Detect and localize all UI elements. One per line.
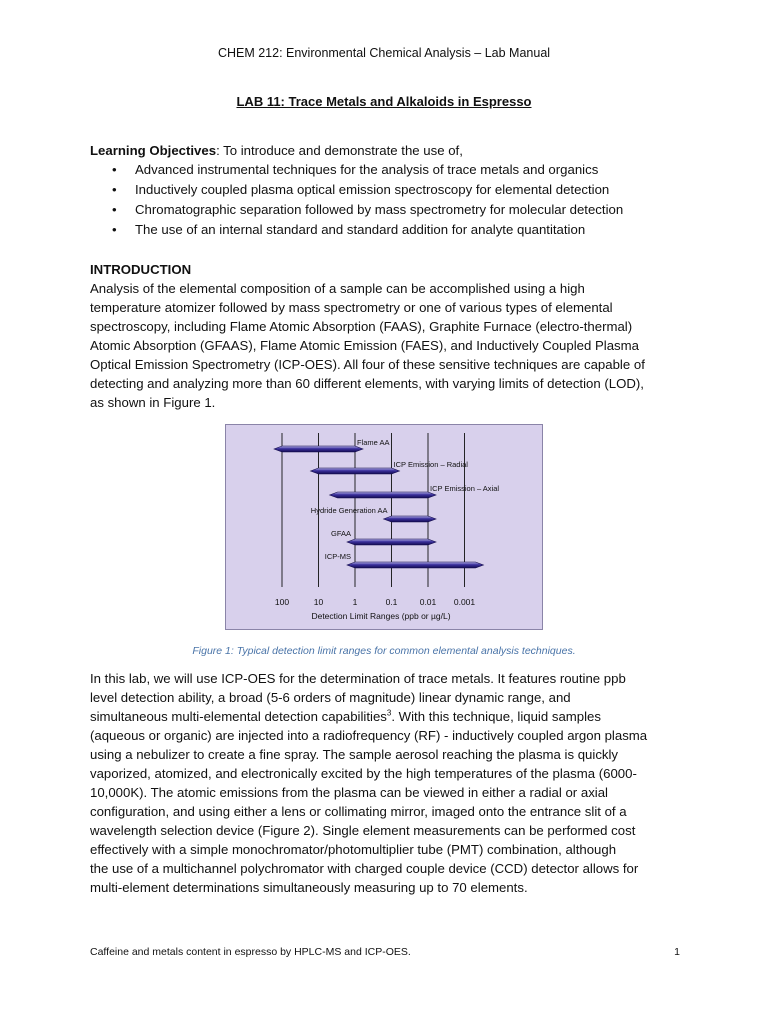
- axis-label: Detection Limit Ranges (ppb or µg/L): [311, 611, 451, 621]
- range-bar: [384, 516, 437, 522]
- text-line: wavelength selection device (Figure 2). Single element measurements can be performed cost: [90, 823, 636, 838]
- list-item: • Chromatographic separation followed by mass spectrometry for molecular detection: [112, 202, 624, 217]
- objectives-intro: : To introduce and demonstrate the use of,: [216, 143, 463, 158]
- body-paragraph: [90, 669, 690, 897]
- tick-label: 10: [313, 597, 324, 607]
- text-line: simultaneous multi-elemental detection capabilities$^3$. With this technique, liquid samples: [90, 708, 601, 724]
- footer-text: Caffeine and metals content in espresso by HPLC-MS and ICP-OES.: [90, 946, 411, 958]
- objectives-intro-line: [90, 141, 690, 160]
- learning-objectives: [90, 141, 690, 240]
- technique-label: ICP Emission – Radial: [393, 460, 468, 469]
- text-line: level detection ability, a broad (5-6 orders of magnitude) linear dynamic range, and: [90, 690, 571, 705]
- text-line: multi-element determinations simultaneously measuring up to 70 elements.: [90, 880, 528, 895]
- tick-label: 1: [352, 597, 358, 607]
- text-line: vaporized, atomized, and electronically excited by the high temperatures of the plasma (6000-: [90, 766, 637, 781]
- technique-label: ICP-MS: [324, 552, 351, 561]
- tick-label: 0.001: [453, 597, 476, 607]
- objectives-label: Learning Objectives: [90, 143, 217, 158]
- technique-label: Hydride Generation AA: [310, 506, 388, 515]
- text-line: detecting and analyzing more than 60 different elements, with varying limits of detection (LOD),: [90, 376, 644, 391]
- text-line: configuration, and using either a lens or collimating mirror, imaged onto the entrance slit of a: [90, 804, 627, 819]
- text-line: Analysis of the elemental composition of a sample can be accomplished using a high: [90, 281, 585, 296]
- tick-label: 0.01: [419, 597, 437, 607]
- tick-label: 0.1: [385, 597, 398, 607]
- figure-caption: Figure 1: Typical detection limit ranges for common elemental analysis techniques.: [192, 645, 576, 657]
- text-line: as shown in Figure 1.: [90, 395, 216, 410]
- range-bar: [347, 539, 436, 545]
- text-line: spectroscopy, including Flame Atomic Absorption (FAAS), Graphite Furnace (electro-thermal): [90, 319, 633, 334]
- text-line: Optical Emission Spectrometry (ICP-OES). All four of these sensitive techniques are capable of: [90, 357, 645, 372]
- text-line: temperature atomizer followed by mass spectrometry or one of various types of elemental: [90, 300, 613, 315]
- bullet-icon: •: [112, 162, 117, 177]
- detection-limit-figure: [225, 424, 543, 630]
- technique-label: Flame AA: [357, 438, 390, 447]
- page-footer: [90, 946, 680, 958]
- range-bar: [274, 446, 363, 452]
- page-number: 1: [674, 946, 680, 958]
- text-line: (aqueous or organic) are injected into a radiofrequency (RF) - inductively coupled argon plasma: [90, 728, 648, 743]
- introduction-section: [90, 260, 690, 412]
- course-header: CHEM 212: Environmental Chemical Analysis – Lab Manual: [217, 46, 551, 60]
- range-bar: [311, 468, 400, 474]
- range-bar: [330, 492, 436, 498]
- list-item: • The use of an internal standard and standard addition for analyte quantitation: [112, 222, 586, 237]
- text-line: Atomic Absorption (GFAAS), Flame Atomic Emission (FAES), and Inductively Coupled Plasma: [90, 338, 639, 353]
- text-line: the use of a multichannel polychromator with charged couple device (CCD) detector allows for: [90, 861, 639, 876]
- objectives-list: [90, 160, 690, 240]
- text-line: effectively with a simple monochromator/photomultiplier tube (PMT) combination, although: [90, 842, 617, 857]
- introduction-heading: INTRODUCTION: [90, 262, 192, 277]
- list-item: • Advanced instrumental techniques for the analysis of trace metals and organics: [112, 162, 599, 177]
- range-bar: [347, 562, 483, 568]
- bullet-icon: •: [112, 222, 117, 237]
- bullet-icon: •: [112, 182, 117, 197]
- detection-limit-chart: [226, 425, 544, 631]
- lab-title: LAB 11: Trace Metals and Alkaloids in Espresso: [236, 94, 532, 109]
- text-line: In this lab, we will use ICP-OES for the determination of trace metals. It features routine ppb: [90, 671, 626, 686]
- text-line: using a nebulizer to create a fine spray. The sample aerosol reaching the plasma is quickly: [90, 747, 619, 762]
- bullet-icon: •: [112, 202, 117, 217]
- technique-label: GFAA: [330, 529, 351, 538]
- tick-label: 100: [274, 597, 290, 607]
- technique-label: ICP Emission – Axial: [430, 484, 500, 493]
- list-item: • Inductively coupled plasma optical emission spectroscopy for elemental detection: [112, 182, 610, 197]
- text-line: 10,000K). The atomic emissions from the plasma can be viewed in either a radial or axial: [90, 785, 608, 800]
- citation-superscript: 3: [386, 708, 392, 718]
